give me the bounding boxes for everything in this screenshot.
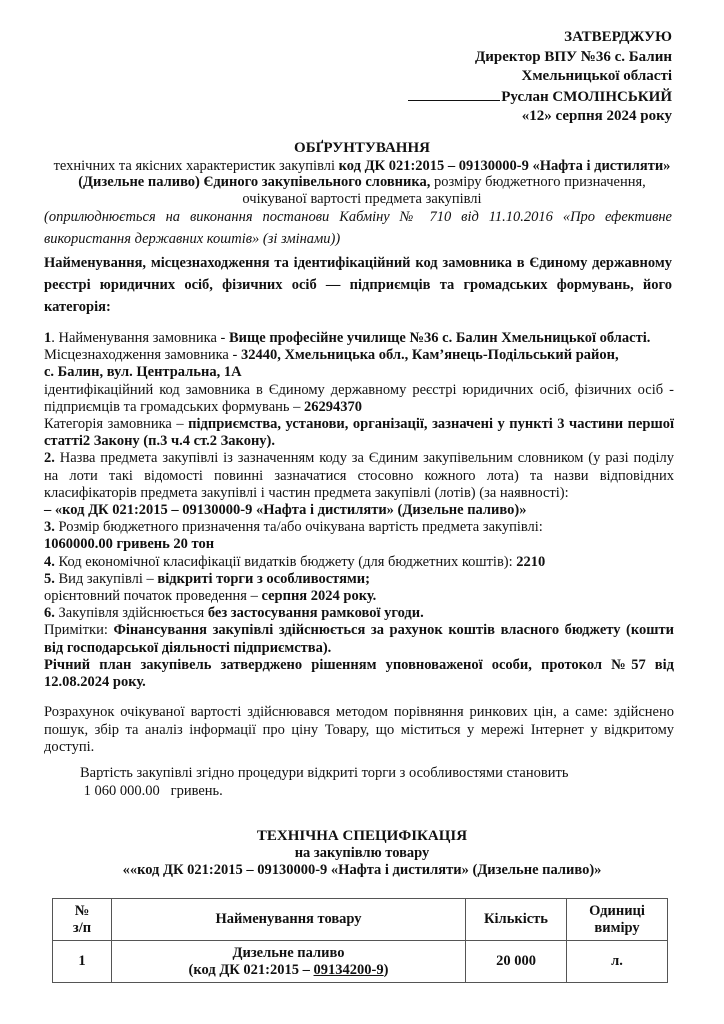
approval-name: Руслан СМОЛІНСЬКИЙ	[501, 88, 672, 105]
spec-table	[52, 898, 668, 983]
approval-date: «12» серпня 2024 року	[521, 108, 672, 124]
item-3-number: 3.	[44, 519, 55, 536]
header-number-line-2: з/п	[72, 919, 92, 936]
header-unit-line-2: виміру	[594, 919, 640, 936]
title-line-1-regular: технічних та якісних характеристик закупівлі	[53, 157, 339, 174]
product-code-prefix: (код ДК 021:2015 –	[188, 961, 314, 978]
item-2	[44, 450, 674, 502]
location-line-2	[44, 364, 674, 381]
title-line-1-bold: код ДК 021:2015 – 09130000-9 «Нафта і дистиляти»	[338, 157, 671, 174]
header-unit	[567, 899, 668, 941]
approval-signature	[408, 87, 672, 108]
location-label: Місцезнаходження замовника -	[44, 347, 241, 364]
item-5-number: 5.	[44, 570, 55, 587]
title-line-2-regular: розміру бюджетного призначення,	[430, 174, 646, 190]
plan-text: Річний план закупівель затверджено рішенням уповноваженої особи, протокол №57 від 12.08.2024 року.	[44, 656, 674, 691]
section-heading: Найменування, місцезнаходження та ідентифікаційний код замовника в Єдиному державному реєстрі юридичних осіб, фізичних осіб — підприємців та громадських формувань, його категорія:	[44, 255, 672, 315]
item-2-number: 2.	[44, 450, 55, 467]
category-label: Категорія замовника –	[44, 416, 189, 433]
spec-subtitle: на закупівлю товару	[294, 845, 430, 861]
approval-label: ЗАТВЕРДЖУЮ	[564, 29, 672, 45]
table-header-row	[53, 899, 668, 941]
location-value-2: с. Балин, вул. Центральна, 1А	[44, 364, 242, 381]
item-1	[44, 330, 674, 347]
item-2-value-line	[44, 502, 674, 519]
notes-label: Примітки:	[44, 622, 114, 639]
document-body	[44, 330, 674, 691]
customer-name: Вище професійне училище №36 с. Балин Хмельницької області.	[229, 330, 651, 346]
item-6-text: Закупівля здійснюється	[54, 605, 208, 622]
approval-block	[408, 28, 672, 127]
header-name: Найменування товару	[112, 899, 466, 941]
approval-position: Директор ВПУ №36 с. Балин	[474, 48, 672, 65]
location-value-1: 32440, Хмельницька обл., Кам’янець-Подільський район,	[240, 347, 619, 364]
cost-line-2: 1 060 000.00 гривень.	[80, 782, 223, 799]
header-number-line-1: №	[74, 902, 90, 919]
resolution-note: (оприлюднюється на виконання постанови Кабміну № 710 від 11.10.2016 «Про ефективне використання державних коштів» (зі змінами))	[44, 209, 672, 247]
item-2-text: Назва предмета закупівлі із зазначенням коду за Єдиним закупівельним словником (у разі поділу на лоти такі відомості повинні зазначатися стосовно кожного лота) та назви відповідних класифікаторів предмета закупівлі і частин предмета закупівлі (лотів) (за наявності):	[44, 450, 674, 501]
item-1-number: 1	[44, 330, 52, 346]
item-3-text: Розмір бюджетного призначення та/або очікувана вартість предмета закупівлі:	[54, 519, 543, 536]
item-3-value: 1060000.00 гривень 20 тон	[44, 536, 215, 553]
category-line	[44, 416, 674, 450]
item-4-value: 2210	[516, 553, 546, 570]
row-quantity: 20 000	[466, 941, 567, 983]
notes-line	[44, 622, 674, 656]
product-code-value: 09134200-9	[313, 961, 384, 978]
item-2-value: – «код ДК 021:2015 – 09130000-9 «Нафта і дистиляти» (Дизельне паливо)»	[44, 502, 527, 519]
id-code-value: 26294370	[304, 398, 363, 415]
item-5-value: відкриті торги з особливостями;	[157, 570, 370, 587]
location-line	[44, 347, 674, 364]
product-code	[116, 962, 461, 979]
approval-region: Хмельницької області	[521, 68, 672, 84]
item-4-text: Код економічної класифікації видатків бюджету (для бюджетних коштів):	[54, 553, 517, 570]
item-5-text: Вид закупівлі –	[54, 570, 158, 587]
item-6-number: 6.	[44, 605, 55, 622]
product-code-suffix: )	[383, 961, 389, 978]
item-4-number: 4.	[44, 553, 55, 570]
title-line-2	[20, 174, 704, 191]
title-line-2-bold: (Дизельне паливо) Єдиного закупівельного словника,	[78, 174, 431, 190]
item-6	[44, 605, 674, 622]
start-value: серпня 2024 року.	[261, 588, 377, 605]
item-4	[44, 554, 674, 571]
title-line-1	[20, 158, 704, 175]
header-number	[53, 899, 112, 941]
item-3-value-line	[44, 536, 674, 553]
start-line	[44, 588, 674, 605]
calculation-paragraph: Розрахунок очікуваної вартості здійснювався методом порівняння ринкових цін, а саме: здійснено пошук, збір та аналіз інформації про ціну Товару, що міститься у мережі Інтернет у відкритому доступі.	[44, 704, 674, 755]
item-1-label: . Найменування замовника -	[51, 330, 229, 346]
plan-line	[44, 657, 674, 691]
product-name: Дизельне паливо	[232, 944, 345, 961]
header-unit-line-1: Одиниці	[589, 902, 645, 919]
start-label: орієнтовний початок проведення –	[44, 588, 262, 605]
header-quantity: Кількість	[466, 899, 567, 941]
item-3	[44, 519, 674, 536]
signature-line	[408, 87, 500, 101]
table-row	[53, 941, 668, 983]
cost-paragraph	[80, 765, 680, 800]
id-code-line	[44, 382, 674, 416]
row-unit: л.	[567, 941, 668, 983]
item-6-value: без застосування рамкової угоди.	[207, 605, 424, 622]
title-line-3: очікуваної вартості предмета закупівлі	[242, 190, 482, 207]
cost-line-1: Вартість закупівлі згідно процедури відкриті торги з особливостями становить	[80, 765, 569, 781]
row-name	[112, 941, 466, 983]
spec-heading-block	[20, 828, 704, 879]
row-number: 1	[53, 941, 112, 983]
notes-value: Фінансування закупівлі здійснюється за рахунок коштів власного бюджету (кошти від господарської діяльності підприємства).	[44, 622, 674, 656]
id-code-label: ідентифікаційний код замовника в Єдиному державному реєстрі юридичних осіб, фізичних осіб - підприємців та громадських формувань –	[44, 381, 674, 415]
document-title: ОБҐРУНТУВАННЯ	[294, 140, 430, 156]
spec-title: ТЕХНІЧНА СПЕЦИФІКАЦІЯ	[256, 828, 468, 844]
item-5	[44, 571, 674, 588]
category-value: підприємства, установи, організації, зазначені у пункті 3 частини першої статті2 Закону (п.3 ч.4 ст.2 Закону).	[44, 416, 674, 450]
spec-code: ««код ДК 021:2015 – 09130000-9 «Нафта і дистиляти» (Дизельне паливо)»	[122, 862, 602, 878]
title-block	[20, 140, 704, 207]
